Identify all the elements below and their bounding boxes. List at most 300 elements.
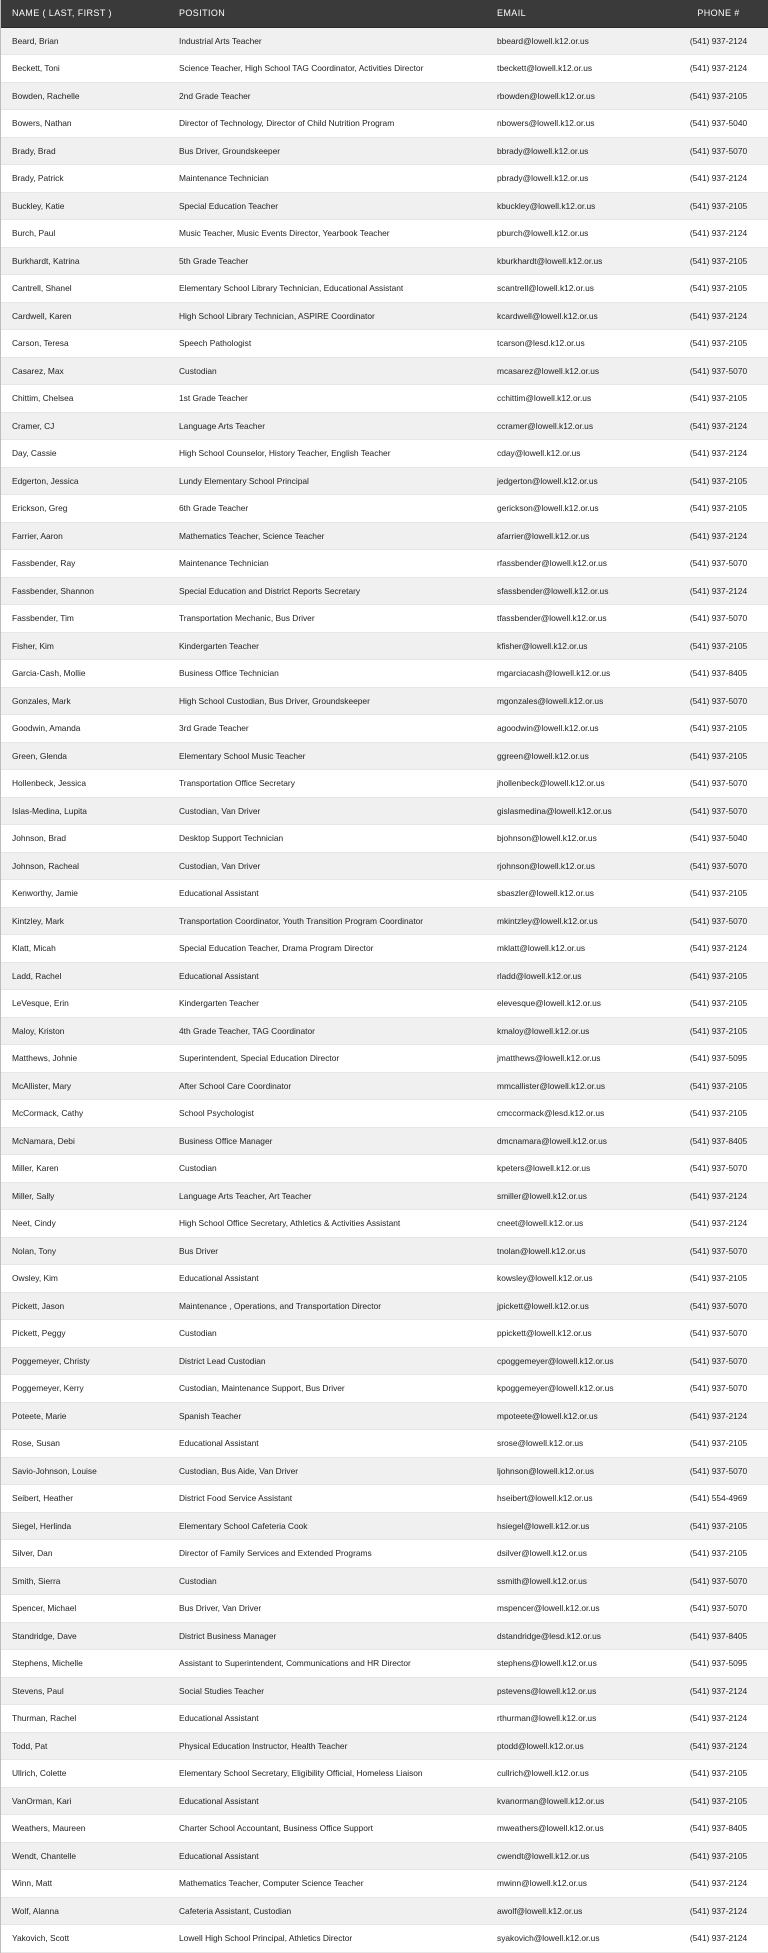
table-row bbox=[1, 27, 768, 55]
staff-phone-cell: (541) 937-2105 bbox=[648, 715, 768, 743]
table-row bbox=[1, 880, 768, 908]
staff-phone-cell: (541) 937-2105 bbox=[648, 990, 768, 1018]
table-row bbox=[1, 990, 768, 1018]
staff-email-link[interactable]: sbaszler@lowell.k12.or.us bbox=[486, 880, 648, 908]
staff-email-link[interactable]: mmcallister@lowell.k12.or.us bbox=[486, 1072, 648, 1100]
staff-phone-cell: (541) 937-2105 bbox=[648, 632, 768, 660]
staff-name-cell: Bowers, Nathan bbox=[1, 110, 168, 138]
staff-email-link[interactable]: kvanorman@lowell.k12.or.us bbox=[486, 1787, 648, 1815]
staff-phone-cell: (541) 937-2105 bbox=[648, 742, 768, 770]
staff-phone-cell: (541) 937-5070 bbox=[648, 605, 768, 633]
staff-name-cell: Seibert, Heather bbox=[1, 1485, 168, 1513]
staff-position-cell: 2nd Grade Teacher bbox=[168, 82, 486, 110]
staff-phone-cell: (541) 937-5070 bbox=[648, 770, 768, 798]
staff-email-link[interactable]: syakovich@lowell.k12.or.us bbox=[486, 1925, 648, 1953]
staff-email-link[interactable]: elevesque@lowell.k12.or.us bbox=[486, 990, 648, 1018]
staff-name-cell: McNamara, Debi bbox=[1, 1127, 168, 1155]
staff-phone-cell: (541) 937-2105 bbox=[648, 82, 768, 110]
staff-position-cell: Transportation Coordinator, Youth Transition Program Coordinator bbox=[168, 907, 486, 935]
staff-name-cell: Spencer, Michael bbox=[1, 1595, 168, 1623]
staff-name-cell: McCormack, Cathy bbox=[1, 1100, 168, 1128]
staff-name-cell: Brady, Patrick bbox=[1, 165, 168, 193]
table-row bbox=[1, 165, 768, 193]
staff-name-cell: Chittim, Chelsea bbox=[1, 385, 168, 413]
staff-name-cell: Miller, Sally bbox=[1, 1182, 168, 1210]
table-row bbox=[1, 825, 768, 853]
table-row bbox=[1, 522, 768, 550]
table-row bbox=[1, 962, 768, 990]
staff-email-link[interactable]: mgonzales@lowell.k12.or.us bbox=[486, 687, 648, 715]
staff-phone-cell: (541) 937-2124 bbox=[648, 1402, 768, 1430]
staff-position-cell: Director of Family Services and Extended Programs bbox=[168, 1540, 486, 1568]
staff-phone-cell: (541) 937-5070 bbox=[648, 550, 768, 578]
table-row bbox=[1, 1842, 768, 1870]
staff-email-link[interactable]: bbrady@lowell.k12.or.us bbox=[486, 137, 648, 165]
staff-name-cell: Maloy, Kriston bbox=[1, 1017, 168, 1045]
staff-email-link[interactable]: cullrich@lowell.k12.or.us bbox=[486, 1760, 648, 1788]
staff-name-cell: Erickson, Greg bbox=[1, 495, 168, 523]
staff-email-link[interactable]: mgarciacash@lowell.k12.or.us bbox=[486, 660, 648, 688]
staff-name-cell: Cantrell, Shanel bbox=[1, 275, 168, 303]
staff-position-cell: High School Library Technician, ASPIRE Coordinator bbox=[168, 302, 486, 330]
staff-name-cell: Green, Glenda bbox=[1, 742, 168, 770]
staff-email-link[interactable]: cchittim@lowell.k12.or.us bbox=[486, 385, 648, 413]
staff-email-link[interactable]: dmcnamara@lowell.k12.or.us bbox=[486, 1127, 648, 1155]
staff-name-cell: Fassbender, Shannon bbox=[1, 577, 168, 605]
staff-position-cell: Custodian, Van Driver bbox=[168, 797, 486, 825]
table-row bbox=[1, 1155, 768, 1183]
staff-phone-cell: (541) 937-2124 bbox=[648, 1870, 768, 1898]
staff-email-link[interactable]: agoodwin@lowell.k12.or.us bbox=[486, 715, 648, 743]
staff-name-cell: Wendt, Chantelle bbox=[1, 1842, 168, 1870]
staff-phone-cell: (541) 937-2105 bbox=[648, 1760, 768, 1788]
staff-position-cell: Maintenance , Operations, and Transportation Director bbox=[168, 1292, 486, 1320]
staff-email-link[interactable]: mkintzley@lowell.k12.or.us bbox=[486, 907, 648, 935]
staff-email-link[interactable]: jmatthews@lowell.k12.or.us bbox=[486, 1045, 648, 1073]
table-row bbox=[1, 1485, 768, 1513]
staff-name-cell: Gonzales, Mark bbox=[1, 687, 168, 715]
staff-position-cell: Educational Assistant bbox=[168, 962, 486, 990]
table-row bbox=[1, 1650, 768, 1678]
staff-phone-cell: (541) 937-2124 bbox=[648, 1925, 768, 1953]
table-row bbox=[1, 110, 768, 138]
staff-email-link[interactable]: dstandridge@lesd.k12.or.us bbox=[486, 1622, 648, 1650]
staff-phone-cell: (541) 937-2105 bbox=[648, 962, 768, 990]
staff-email-link[interactable]: pburch@lowell.k12.or.us bbox=[486, 220, 648, 248]
staff-name-cell: Klatt, Micah bbox=[1, 935, 168, 963]
table-row bbox=[1, 467, 768, 495]
staff-position-cell: Custodian bbox=[168, 357, 486, 385]
staff-email-link[interactable]: cwendt@lowell.k12.or.us bbox=[486, 1842, 648, 1870]
staff-email-link[interactable]: cday@lowell.k12.or.us bbox=[486, 440, 648, 468]
staff-position-cell: Custodian, Bus Aide, Van Driver bbox=[168, 1457, 486, 1485]
staff-phone-cell: (541) 937-2124 bbox=[648, 302, 768, 330]
staff-email-link[interactable]: jhollenbeck@lowell.k12.or.us bbox=[486, 770, 648, 798]
table-body bbox=[1, 27, 768, 1952]
staff-phone-cell: (541) 937-5040 bbox=[648, 110, 768, 138]
staff-phone-cell: (541) 937-5070 bbox=[648, 1155, 768, 1183]
staff-email-link[interactable]: tcarson@lesd.k12.or.us bbox=[486, 330, 648, 358]
staff-email-link[interactable]: srose@lowell.k12.or.us bbox=[486, 1430, 648, 1458]
staff-phone-cell: (541) 937-2105 bbox=[648, 192, 768, 220]
staff-name-cell: Thurman, Rachel bbox=[1, 1705, 168, 1733]
staff-name-cell: Matthews, Johnie bbox=[1, 1045, 168, 1073]
table-row bbox=[1, 1210, 768, 1238]
staff-email-link[interactable]: mspencer@lowell.k12.or.us bbox=[486, 1595, 648, 1623]
table-row bbox=[1, 302, 768, 330]
staff-phone-cell: (541) 937-5070 bbox=[648, 1567, 768, 1595]
staff-phone-cell: (541) 937-2124 bbox=[648, 1705, 768, 1733]
table-row bbox=[1, 1677, 768, 1705]
staff-position-cell: 1st Grade Teacher bbox=[168, 385, 486, 413]
staff-position-cell: Spanish Teacher bbox=[168, 1402, 486, 1430]
staff-position-cell: Educational Assistant bbox=[168, 1705, 486, 1733]
staff-position-cell: Speech Pathologist bbox=[168, 330, 486, 358]
staff-email-link[interactable]: kbuckley@lowell.k12.or.us bbox=[486, 192, 648, 220]
staff-phone-cell: (541) 937-2105 bbox=[648, 1787, 768, 1815]
staff-position-cell: Elementary School Music Teacher bbox=[168, 742, 486, 770]
staff-email-link[interactable]: scantrell@lowell.k12.or.us bbox=[486, 275, 648, 303]
staff-email-link[interactable]: kmaloy@lowell.k12.or.us bbox=[486, 1017, 648, 1045]
staff-position-cell: Educational Assistant bbox=[168, 1265, 486, 1293]
staff-name-cell: Fisher, Kim bbox=[1, 632, 168, 660]
staff-phone-cell: (541) 937-2105 bbox=[648, 1842, 768, 1870]
staff-email-link[interactable]: bjohnson@lowell.k12.or.us bbox=[486, 825, 648, 853]
table-row bbox=[1, 1705, 768, 1733]
table-header-row bbox=[1, 0, 768, 27]
staff-name-cell: Bowden, Rachelle bbox=[1, 82, 168, 110]
staff-phone-cell: (541) 937-2105 bbox=[648, 1100, 768, 1128]
staff-email-link[interactable]: bbeard@lowell.k12.or.us bbox=[486, 27, 648, 55]
staff-phone-cell: (541) 937-2124 bbox=[648, 165, 768, 193]
staff-name-cell: Savio-Johnson, Louise bbox=[1, 1457, 168, 1485]
table-row bbox=[1, 82, 768, 110]
staff-email-link[interactable]: hsiegel@lowell.k12.or.us bbox=[486, 1512, 648, 1540]
staff-email-link[interactable]: stephens@lowell.k12.or.us bbox=[486, 1650, 648, 1678]
staff-position-cell: Bus Driver, Groundskeeper bbox=[168, 137, 486, 165]
table-row bbox=[1, 742, 768, 770]
staff-email-link[interactable]: kowsley@lowell.k12.or.us bbox=[486, 1265, 648, 1293]
staff-name-cell: Wolf, Alanna bbox=[1, 1897, 168, 1925]
staff-name-cell: Standridge, Dave bbox=[1, 1622, 168, 1650]
staff-phone-cell: (541) 937-2124 bbox=[648, 1210, 768, 1238]
table-row bbox=[1, 1540, 768, 1568]
staff-position-cell: Educational Assistant bbox=[168, 1430, 486, 1458]
table-header bbox=[1, 0, 768, 27]
staff-email-link[interactable]: gislasmedina@lowell.k12.or.us bbox=[486, 797, 648, 825]
staff-email-link[interactable]: rfassbender@lowell.k12.or.us bbox=[486, 550, 648, 578]
staff-phone-cell: (541) 937-2105 bbox=[648, 247, 768, 275]
table-row bbox=[1, 1430, 768, 1458]
staff-name-cell: Fassbender, Tim bbox=[1, 605, 168, 633]
table-row bbox=[1, 55, 768, 83]
staff-name-cell: Weathers, Maureen bbox=[1, 1815, 168, 1843]
staff-email-link[interactable]: dsilver@lowell.k12.or.us bbox=[486, 1540, 648, 1568]
staff-position-cell: District Business Manager bbox=[168, 1622, 486, 1650]
staff-phone-cell: (541) 937-5095 bbox=[648, 1045, 768, 1073]
staff-name-cell: Pickett, Peggy bbox=[1, 1320, 168, 1348]
staff-phone-cell: (541) 937-5070 bbox=[648, 797, 768, 825]
staff-phone-cell: (541) 937-2124 bbox=[648, 522, 768, 550]
staff-position-cell: Business Office Technician bbox=[168, 660, 486, 688]
staff-position-cell: Lundy Elementary School Principal bbox=[168, 467, 486, 495]
table-row bbox=[1, 495, 768, 523]
staff-email-link[interactable]: rjohnson@lowell.k12.or.us bbox=[486, 852, 648, 880]
table-row bbox=[1, 1100, 768, 1128]
staff-email-link[interactable]: jpickett@lowell.k12.or.us bbox=[486, 1292, 648, 1320]
staff-email-link[interactable]: mklatt@lowell.k12.or.us bbox=[486, 935, 648, 963]
staff-name-cell: Stevens, Paul bbox=[1, 1677, 168, 1705]
table-row bbox=[1, 1512, 768, 1540]
staff-name-cell: Islas-Medina, Lupita bbox=[1, 797, 168, 825]
staff-email-link[interactable]: mweathers@lowell.k12.or.us bbox=[486, 1815, 648, 1843]
staff-name-cell: Fassbender, Ray bbox=[1, 550, 168, 578]
staff-name-cell: LeVesque, Erin bbox=[1, 990, 168, 1018]
staff-email-link[interactable]: rladd@lowell.k12.or.us bbox=[486, 962, 648, 990]
staff-name-cell: Pickett, Jason bbox=[1, 1292, 168, 1320]
staff-position-cell: Language Arts Teacher bbox=[168, 412, 486, 440]
staff-position-cell: Elementary School Cafeteria Cook bbox=[168, 1512, 486, 1540]
table-row bbox=[1, 660, 768, 688]
staff-email-link[interactable]: afarrier@lowell.k12.or.us bbox=[486, 522, 648, 550]
staff-phone-cell: (541) 937-5070 bbox=[648, 852, 768, 880]
column-header-email: EMAIL bbox=[486, 0, 648, 27]
staff-email-link[interactable]: ssmith@lowell.k12.or.us bbox=[486, 1567, 648, 1595]
staff-phone-cell: (541) 937-2124 bbox=[648, 1732, 768, 1760]
staff-email-link[interactable]: tbeckett@lowell.k12.or.us bbox=[486, 55, 648, 83]
staff-phone-cell: (541) 937-5070 bbox=[648, 687, 768, 715]
staff-phone-cell: (541) 937-2105 bbox=[648, 880, 768, 908]
table-row bbox=[1, 687, 768, 715]
staff-name-cell: Carson, Teresa bbox=[1, 330, 168, 358]
staff-phone-cell: (541) 937-5040 bbox=[648, 825, 768, 853]
column-header-name: NAME ( LAST, FIRST ) bbox=[1, 0, 168, 27]
staff-position-cell: Social Studies Teacher bbox=[168, 1677, 486, 1705]
staff-email-link[interactable]: cpoggemeyer@lowell.k12.or.us bbox=[486, 1347, 648, 1375]
staff-email-link[interactable]: kpoggemeyer@lowell.k12.or.us bbox=[486, 1375, 648, 1403]
staff-email-link[interactable]: kcardwell@lowell.k12.or.us bbox=[486, 302, 648, 330]
staff-position-cell: Kindergarten Teacher bbox=[168, 990, 486, 1018]
staff-phone-cell: (541) 937-2105 bbox=[648, 1265, 768, 1293]
staff-position-cell: Custodian bbox=[168, 1155, 486, 1183]
staff-email-link[interactable]: kfisher@lowell.k12.or.us bbox=[486, 632, 648, 660]
staff-name-cell: Winn, Matt bbox=[1, 1870, 168, 1898]
staff-phone-cell: (541) 937-5070 bbox=[648, 137, 768, 165]
staff-position-cell: After School Care Coordinator bbox=[168, 1072, 486, 1100]
staff-phone-cell: (541) 937-2105 bbox=[648, 385, 768, 413]
staff-position-cell: Superintendent, Special Education Director bbox=[168, 1045, 486, 1073]
staff-email-link[interactable]: nbowers@lowell.k12.or.us bbox=[486, 110, 648, 138]
staff-email-link[interactable]: awolf@lowell.k12.or.us bbox=[486, 1897, 648, 1925]
staff-email-link[interactable]: ccramer@lowell.k12.or.us bbox=[486, 412, 648, 440]
staff-position-cell: High School Office Secretary, Athletics & Activities Assistant bbox=[168, 1210, 486, 1238]
staff-phone-cell: (541) 937-2124 bbox=[648, 1182, 768, 1210]
staff-position-cell: High School Counselor, History Teacher, English Teacher bbox=[168, 440, 486, 468]
staff-name-cell: Poggemeyer, Christy bbox=[1, 1347, 168, 1375]
staff-position-cell: Custodian bbox=[168, 1320, 486, 1348]
staff-phone-cell: (541) 937-2124 bbox=[648, 935, 768, 963]
table-row bbox=[1, 550, 768, 578]
staff-position-cell: Special Education Teacher, Drama Program Director bbox=[168, 935, 486, 963]
column-header-phone: PHONE # bbox=[648, 0, 768, 27]
staff-name-cell: Buckley, Katie bbox=[1, 192, 168, 220]
staff-name-cell: Nolan, Tony bbox=[1, 1237, 168, 1265]
table-row bbox=[1, 1897, 768, 1925]
staff-phone-cell: (541) 937-2105 bbox=[648, 1072, 768, 1100]
staff-name-cell: Yakovich, Scott bbox=[1, 1925, 168, 1953]
staff-name-cell: Brady, Brad bbox=[1, 137, 168, 165]
staff-position-cell: Charter School Accountant, Business Office Support bbox=[168, 1815, 486, 1843]
staff-position-cell: Special Education and District Reports Secretary bbox=[168, 577, 486, 605]
table-row bbox=[1, 220, 768, 248]
table-row bbox=[1, 1265, 768, 1293]
staff-phone-cell: (541) 937-2105 bbox=[648, 1512, 768, 1540]
staff-email-link[interactable]: cmccormack@lesd.k12.or.us bbox=[486, 1100, 648, 1128]
staff-email-link[interactable]: pbrady@lowell.k12.or.us bbox=[486, 165, 648, 193]
table-row bbox=[1, 577, 768, 605]
staff-name-cell: Todd, Pat bbox=[1, 1732, 168, 1760]
staff-email-link[interactable]: ppickett@lowell.k12.or.us bbox=[486, 1320, 648, 1348]
staff-name-cell: Ladd, Rachel bbox=[1, 962, 168, 990]
staff-position-cell: District Food Service Assistant bbox=[168, 1485, 486, 1513]
staff-position-cell: Science Teacher, High School TAG Coordinator, Activities Director bbox=[168, 55, 486, 83]
staff-phone-cell: (541) 937-8405 bbox=[648, 1815, 768, 1843]
staff-email-link[interactable]: ljohnson@lowell.k12.or.us bbox=[486, 1457, 648, 1485]
staff-phone-cell: (541) 937-8405 bbox=[648, 1127, 768, 1155]
table-row bbox=[1, 1072, 768, 1100]
staff-email-link[interactable]: ggreen@lowell.k12.or.us bbox=[486, 742, 648, 770]
table-row bbox=[1, 330, 768, 358]
staff-name-cell: Kenworthy, Jamie bbox=[1, 880, 168, 908]
staff-position-cell: Educational Assistant bbox=[168, 1842, 486, 1870]
staff-position-cell: Lowell High School Principal, Athletics Director bbox=[168, 1925, 486, 1953]
staff-position-cell: 3rd Grade Teacher bbox=[168, 715, 486, 743]
staff-email-link[interactable]: gerickson@lowell.k12.or.us bbox=[486, 495, 648, 523]
staff-name-cell: McAllister, Mary bbox=[1, 1072, 168, 1100]
staff-position-cell: Language Arts Teacher, Art Teacher bbox=[168, 1182, 486, 1210]
staff-name-cell: Johnson, Brad bbox=[1, 825, 168, 853]
staff-position-cell: Business Office Manager bbox=[168, 1127, 486, 1155]
staff-position-cell: Assistant to Superintendent, Communications and HR Director bbox=[168, 1650, 486, 1678]
staff-name-cell: Cramer, CJ bbox=[1, 412, 168, 440]
staff-phone-cell: (541) 937-2124 bbox=[648, 27, 768, 55]
table-row bbox=[1, 1237, 768, 1265]
staff-phone-cell: (541) 937-2105 bbox=[648, 467, 768, 495]
staff-name-cell: Silver, Dan bbox=[1, 1540, 168, 1568]
staff-email-link[interactable]: smiller@lowell.k12.or.us bbox=[486, 1182, 648, 1210]
table-row bbox=[1, 1402, 768, 1430]
staff-phone-cell: (541) 937-2105 bbox=[648, 330, 768, 358]
staff-position-cell: Physical Education Instructor, Health Teacher bbox=[168, 1732, 486, 1760]
staff-phone-cell: (541) 937-2124 bbox=[648, 1897, 768, 1925]
staff-phone-cell: (541) 937-2105 bbox=[648, 275, 768, 303]
table-row bbox=[1, 1760, 768, 1788]
staff-position-cell: Bus Driver, Van Driver bbox=[168, 1595, 486, 1623]
staff-name-cell: Stephens, Michelle bbox=[1, 1650, 168, 1678]
staff-email-link[interactable]: pstevens@lowell.k12.or.us bbox=[486, 1677, 648, 1705]
staff-email-link[interactable]: mcasarez@lowell.k12.or.us bbox=[486, 357, 648, 385]
staff-position-cell: High School Custodian, Bus Driver, Groundskeeper bbox=[168, 687, 486, 715]
staff-name-cell: Day, Cassie bbox=[1, 440, 168, 468]
staff-position-cell: Custodian, Maintenance Support, Bus Driver bbox=[168, 1375, 486, 1403]
staff-name-cell: Kintzley, Mark bbox=[1, 907, 168, 935]
staff-name-cell: Poggemeyer, Kerry bbox=[1, 1375, 168, 1403]
staff-email-link[interactable]: tfassbender@lowell.k12.or.us bbox=[486, 605, 648, 633]
table-row bbox=[1, 935, 768, 963]
staff-name-cell: Hollenbeck, Jessica bbox=[1, 770, 168, 798]
staff-position-cell: 5th Grade Teacher bbox=[168, 247, 486, 275]
staff-name-cell: Rose, Susan bbox=[1, 1430, 168, 1458]
staff-phone-cell: (541) 937-2105 bbox=[648, 1430, 768, 1458]
staff-name-cell: Ullrich, Colette bbox=[1, 1760, 168, 1788]
table-row bbox=[1, 632, 768, 660]
staff-email-link[interactable]: hseibert@lowell.k12.or.us bbox=[486, 1485, 648, 1513]
table-row bbox=[1, 1815, 768, 1843]
table-row bbox=[1, 1870, 768, 1898]
staff-name-cell: Beard, Brian bbox=[1, 27, 168, 55]
table-row bbox=[1, 1787, 768, 1815]
staff-name-cell: Burch, Paul bbox=[1, 220, 168, 248]
staff-email-link[interactable]: tnolan@lowell.k12.or.us bbox=[486, 1237, 648, 1265]
staff-phone-cell: (541) 937-5070 bbox=[648, 1320, 768, 1348]
staff-name-cell: Smith, Sierra bbox=[1, 1567, 168, 1595]
staff-name-cell: Poteete, Marie bbox=[1, 1402, 168, 1430]
staff-email-link[interactable]: kburkhardt@lowell.k12.or.us bbox=[486, 247, 648, 275]
staff-phone-cell: (541) 937-5070 bbox=[648, 907, 768, 935]
staff-position-cell: Custodian bbox=[168, 1567, 486, 1595]
staff-email-link[interactable]: kpeters@lowell.k12.or.us bbox=[486, 1155, 648, 1183]
table-row bbox=[1, 1017, 768, 1045]
table-row bbox=[1, 770, 768, 798]
table-row bbox=[1, 797, 768, 825]
staff-name-cell: Casarez, Max bbox=[1, 357, 168, 385]
staff-name-cell: Miller, Karen bbox=[1, 1155, 168, 1183]
staff-email-link[interactable]: mwinn@lowell.k12.or.us bbox=[486, 1870, 648, 1898]
staff-position-cell: Educational Assistant bbox=[168, 880, 486, 908]
staff-email-link[interactable]: mpoteete@lowell.k12.or.us bbox=[486, 1402, 648, 1430]
staff-phone-cell: (541) 937-5070 bbox=[648, 1237, 768, 1265]
staff-phone-cell: (541) 937-5095 bbox=[648, 1650, 768, 1678]
staff-position-cell: Transportation Office Secretary bbox=[168, 770, 486, 798]
table-row bbox=[1, 192, 768, 220]
table-row bbox=[1, 715, 768, 743]
table-row bbox=[1, 412, 768, 440]
staff-phone-cell: (541) 937-2105 bbox=[648, 495, 768, 523]
staff-name-cell: Cardwell, Karen bbox=[1, 302, 168, 330]
staff-position-cell: Transportation Mechanic, Bus Driver bbox=[168, 605, 486, 633]
staff-phone-cell: (541) 937-5070 bbox=[648, 1292, 768, 1320]
table-row bbox=[1, 1045, 768, 1073]
staff-name-cell: Edgerton, Jessica bbox=[1, 467, 168, 495]
staff-position-cell: Director of Technology, Director of Child Nutrition Program bbox=[168, 110, 486, 138]
table-row bbox=[1, 605, 768, 633]
staff-phone-cell: (541) 937-2124 bbox=[648, 440, 768, 468]
staff-position-cell: Industrial Arts Teacher bbox=[168, 27, 486, 55]
table-row bbox=[1, 357, 768, 385]
staff-email-link[interactable]: sfassbender@lowell.k12.or.us bbox=[486, 577, 648, 605]
staff-email-link[interactable]: jedgerton@lowell.k12.or.us bbox=[486, 467, 648, 495]
staff-email-link[interactable]: rthurman@lowell.k12.or.us bbox=[486, 1705, 648, 1733]
staff-position-cell: Cafeteria Assistant, Custodian bbox=[168, 1897, 486, 1925]
staff-name-cell: VanOrman, Kari bbox=[1, 1787, 168, 1815]
column-header-position: POSITION bbox=[168, 0, 486, 27]
staff-phone-cell: (541) 937-2105 bbox=[648, 1540, 768, 1568]
staff-email-link[interactable]: rbowden@lowell.k12.or.us bbox=[486, 82, 648, 110]
staff-phone-cell: (541) 937-8405 bbox=[648, 660, 768, 688]
table-row bbox=[1, 1925, 768, 1953]
staff-email-link[interactable]: cneet@lowell.k12.or.us bbox=[486, 1210, 648, 1238]
staff-email-link[interactable]: ptodd@lowell.k12.or.us bbox=[486, 1732, 648, 1760]
